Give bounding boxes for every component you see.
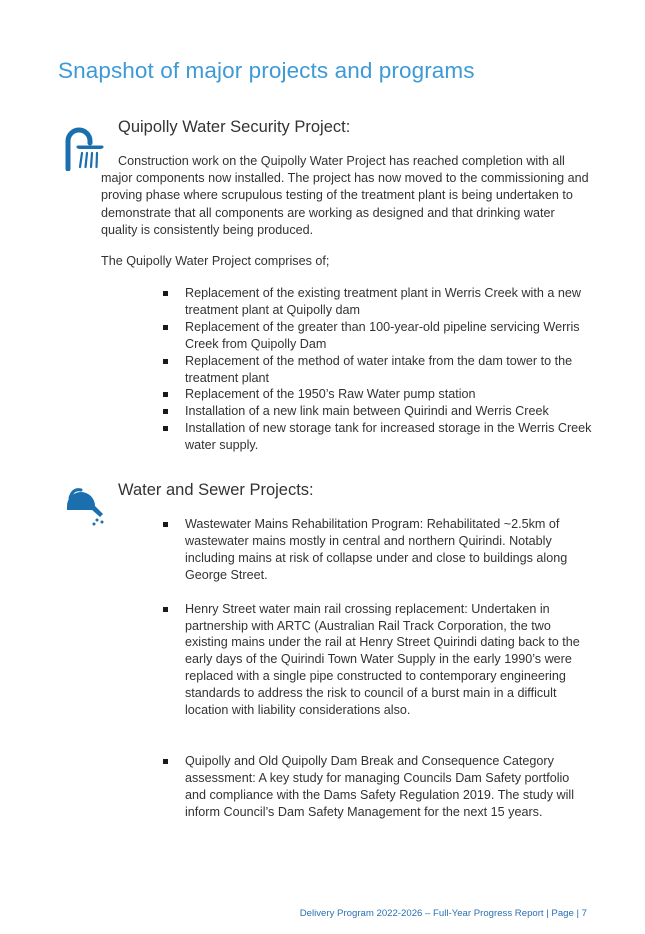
quipolly-intro-paragraph: Construction work on the Quipolly Water Project has reached completion with all major components now installed. The project has now moved to the commissioning and proving phase where scrupulous testing of the treatment plant is being undertaken to demonstrate that all components are working as designed and that drinking water quality is consistently being produced. (101, 154, 589, 237)
shower-icon (64, 125, 106, 171)
list-item: Wastewater Mains Rehabilitation Program: Rehabilitated ~2.5km of wastewater mains mostly in central and northern Quirindi. Notably including mains at risk of collapse under and close to buildings along George Street. (163, 516, 588, 584)
list-item: Replacement of the 1950’s Raw Water pump station (163, 386, 593, 403)
list-item: Installation of a new link main between Quirindi and Werris Creek (163, 403, 593, 420)
watering-can-icon (61, 484, 107, 526)
water-sewer-projects-list (163, 516, 588, 821)
quipolly-comprises-paragraph: The Quipolly Water Project comprises of; (101, 254, 330, 268)
quipolly-components-list (163, 285, 593, 454)
page-title: Snapshot of major projects and programs (58, 58, 475, 83)
list-item: Replacement of the greater than 100-year-old pipeline servicing Werris Creek from Quipolly Dam (163, 319, 593, 353)
list-item: Henry Street water main rail crossing replacement: Undertaken in partnership with ARTC (Australian Rail Track Corporation, the two existing mains under the rail at Henry Street Quirindi dating back to the early days of the Quirindi Town Water Supply in the early 1990’s were replaced with a single pipe constructed to contemporary engineering standards to address the risk to council of a burst main in a difficult location with liability considerations also. (163, 601, 588, 719)
quipolly-heading: Quipolly Water Security Project: (118, 118, 351, 136)
list-item: Replacement of the existing treatment plant in Werris Creek with a new treatment plant at Quipolly dam (163, 285, 593, 319)
water-sewer-heading: Water and Sewer Projects: (118, 481, 314, 499)
list-item: Quipolly and Old Quipolly Dam Break and Consequence Category assessment: A key study for managing Councils Dam Safety portfolio and compliance with the Dams Safety Regulation 2019. The study will inform Council’s Dam Safety Management for the next 15 years. (163, 753, 588, 821)
list-item: Installation of new storage tank for increased storage in the Werris Creek water supply. (163, 420, 593, 454)
list-item: Replacement of the method of water intake from the dam tower to the treatment plant (163, 353, 593, 387)
page-footer: Delivery Program 2022-2026 – Full-Year Progress Report | Page | 7 (299, 908, 587, 919)
